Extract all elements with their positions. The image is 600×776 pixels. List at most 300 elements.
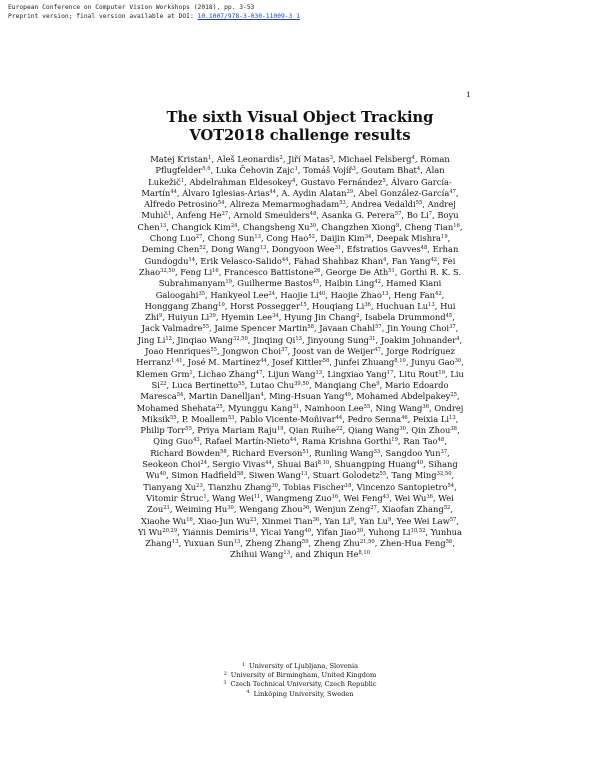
- author-name: Honggang Zhang$^{10}$: [144, 300, 225, 311]
- author-affiliation-mark: 8,10: [317, 460, 330, 467]
- author-name: Shuangping Huang$^{40}$: [334, 459, 423, 470]
- author-affiliation-mark: 51: [302, 448, 310, 455]
- author-affiliation-mark: 37: [281, 347, 288, 354]
- affiliation-text: University of Birmingham, United Kingdom: [230, 671, 377, 680]
- author-name: Arnold Smeulders$^{48}$: [233, 210, 317, 221]
- author-name: Hyemin Lee$^{34}$: [221, 312, 279, 323]
- author-name: Horst Possegger$^{15}$: [230, 300, 307, 311]
- author-affiliation-mark: 36: [302, 505, 310, 512]
- author-affiliation-mark: 1: [180, 177, 185, 184]
- author-name: Litu Rout$^{19}$: [398, 368, 446, 379]
- author-name: Martin Danelljan$^4$: [188, 391, 264, 402]
- author-name: Philip Torr$^{55}$: [140, 425, 192, 436]
- author-affiliation-mark: 16: [453, 222, 460, 229]
- author-name: Richard Bowden$^{58}$: [150, 447, 227, 458]
- author-affiliation-mark: 34: [272, 313, 279, 320]
- author-affiliation-mark: 58: [322, 358, 330, 365]
- author-affiliation-mark: 44: [281, 256, 289, 263]
- author-name: Cong Hao$^{52}$: [266, 233, 315, 244]
- author-name: Sangdoo Yun$^{37}$: [385, 447, 448, 458]
- author-name: Boyu Chen$^{13}$: [137, 210, 459, 232]
- author-name: Myunggu Kang$^{31}$: [227, 402, 300, 413]
- author-name: Jinqiao Wang$^{32,50}$: [177, 334, 248, 345]
- author-affiliation-mark: 1: [168, 211, 172, 218]
- author-affiliation-mark: 40: [159, 471, 167, 478]
- author-name: Efstratios Gavves$^{48}$: [346, 244, 428, 255]
- author-affiliation-mark: 44: [269, 188, 277, 195]
- author-name: Zhen-Hua Feng$^{58}$: [380, 538, 453, 549]
- author-affiliation-mark: 31: [368, 335, 376, 342]
- author-name: Yifan Jiao$^{30}$: [316, 526, 364, 537]
- author-affiliation-mark: 1: [189, 369, 193, 376]
- author-affiliation-mark: 1,41: [171, 358, 183, 365]
- author-name: Ming-Hsuan Yang$^{49}$: [269, 391, 351, 402]
- author-affiliation-mark: 46: [401, 414, 408, 421]
- author-affiliation-mark: 30: [271, 482, 278, 489]
- author-affiliation-mark: 58: [445, 539, 453, 546]
- author-name: Cheng Tian$^{16}$: [404, 221, 460, 232]
- author-affiliation-mark: 10,52: [410, 527, 426, 534]
- author-name: Ondrej Miksik$^{55}$: [141, 402, 464, 424]
- author-affiliation-mark: 22: [336, 426, 343, 433]
- author-name: Wang Wei$^{11}$: [212, 492, 261, 503]
- author-affiliation-mark: 23: [196, 482, 203, 489]
- affiliation-list: [0, 662, 600, 699]
- author-affiliation-mark: 24: [230, 222, 238, 229]
- author-name: Jongwon Choi$^{37}$: [222, 346, 288, 357]
- author-affiliation-mark: 31: [334, 245, 342, 252]
- author-name: Joao Henriques$^{55}$: [145, 346, 217, 357]
- author-name: Andrea Vedaldi$^{55}$: [351, 199, 423, 210]
- author-name: Jing Li$^{12}$: [137, 334, 172, 345]
- author-name: Haojie Zhao$^{13}$: [330, 289, 389, 300]
- author-affiliation-mark: 55: [379, 471, 387, 478]
- author-name: A. Aydin Alatan$^{29}$: [281, 187, 354, 198]
- author-affiliation-mark: 9: [395, 222, 400, 229]
- author-affiliation-mark: 32,50: [436, 471, 452, 478]
- author-name: Francesco Battistone$^{26}$: [224, 266, 321, 277]
- author-name: Wangmeng Zuo$^{16}$: [265, 492, 339, 503]
- author-affiliation-mark: 21: [163, 505, 170, 512]
- author-affiliation-mark: 15: [300, 301, 307, 308]
- author-affiliation-mark: 55: [210, 347, 217, 354]
- author-name: Aleš Leonardis$^2$: [216, 154, 283, 164]
- title-line-1: The sixth Visual Object Tracking: [166, 109, 434, 126]
- author-name: Hamed Kiani Galoogahi$^{35}$: [155, 278, 442, 300]
- author-name: Anfeng He$^{27}$: [176, 210, 229, 221]
- author-affiliation-mark: 4: [411, 155, 415, 161]
- author-list: Matej Kristan$^1$, Aleš Leonardis$^2$, Jiří Matas$^3$, Michael Felsberg$^4$, Roman Pflugfelder$^{5,6}$, Luka Čehovin Zajc$^1$, Tomáš Vojíř$^3$, Goutam Bhat$^4$, Alan Lukežič$^1$, Abdelrahman Eldesokey$^4$, Gustavo Fernández$^5$, Álvaro García-Martín$^{44}$, Álvaro Iglesias-Arias$^{44}$, A. Aydin Alatan$^{29}$, Abel González-García$^{47}$, Alfredo Petrosino$^{54}$, Alireza Memarmoghadam$^{53}$, Andrea Vedaldi$^{55}$, Andrej Muhič$^1$, Anfeng He$^{27}$, Arnold Smeulders$^{48}$, Asanka G. Perera$^{57}$, Bo Li$^7$, Boyu Chen$^{13}$, Changick Kim$^{24}$, Changsheng Xu$^{30}$, Changzhen Xiong$^9$, Cheng Tian$^{16}$, Chong Luo$^{27}$, Chong Sun$^{13}$, Cong Hao$^{52}$, Daijin Kim$^{34}$, Deepak Mishra$^{19}$, Deming Chen$^{52}$, Dong Wang$^{13}$, Dongyoon Wee$^{31}$, Efstratios Gavves$^{48}$, Erhan Gundogdu$^{14}$, Erik Velasco-Salido$^{44}$, Fahad Shahbaz Khan$^4$, Fan Yang$^{42}$, Fei Zhao$^{32,50}$, Feng Li$^{16}$, Francesco Battistone$^{26}$, George De Ath$^{51}$, Gorthi R. K. S. Subrahmanyam$^{19}$, Guilherme Bastos$^{45}$, Haibin Ling$^{42}$, Hamed Kiani Galoogahi$^{35}$, Hankyeol Lee$^{24}$, Haojie Li$^{40}$, Haojie Zhao$^{13}$, Heng Fan$^{42}$, Honggang Zhang$^{10}$, Horst Possegger$^{15}$, Houqiang Li$^{36}$, Huchuan Lu$^{13}$, Hui Zhi$^9$, Huiyun Li$^{39}$, Hyemin Lee$^{34}$, Hyung Jin Chang$^2$, Isabela Drummond$^{45}$, Jack Valmadre$^{55}$, Jaime Spencer Martin$^{58}$, Javaan Chahl$^{57}$, Jin Young Choi$^{37}$, Jing Li$^{12}$, Jinqiao Wang$^{32,50}$, Jinqing Qi$^{13}$, Jinyoung Sung$^{31}$, Joakim Johnander$^4$, Joao Henriques$^{55}$, Jongwon Choi$^{37}$, Joost van de Weijer$^{47}$, Jorge Rodríguez Herranz$^{1,41}$, José M. Martínez$^{44}$, Josef Kittler$^{58}$, Junfei Zhuang$^{8,10}$, Junyu Gao$^{30}$, Klemen Grm$^1$, Lichao Zhang$^{47}$, Lijun Wang$^{13}$, Lingxiao Yang$^{17}$, Litu Rout$^{19}$, Liu Si$^{22}$, Luca Bertinetto$^{55}$, Lutao Chu$^{39,50}$, Manqiang Che$^9$, Mario Edoardo Maresca$^{54}$, Martin Danelljan$^4$, Ming-Hsuan Yang$^{49}$, Mohamed Abdelpakey$^{25}$, Mohamed Shehata$^{25}$, Myunggu Kang$^{31}$, Namhoon Lee$^{55}$, Ning Wang$^{36}$, Ondrej Miksik$^{55}$, P. Moallem$^{53}$, Pablo Vicente-Moñivar$^{44}$, Pedro Senna$^{46}$, Peixia Li$^{13}$, Philip Torr$^{55}$, Priya Mariam Raju$^{19}$, Qian Ruihe$^{22}$, Qiang Wang$^{30}$, Qin Zhou$^{38}$, Qing Guo$^{43}$, Rafael Martín-Nieto$^{44}$, Rama Krishna Gorthi$^{19}$, Ran Tao$^{48}$, Richard Bowden$^{58}$, Richard Everson$^{51}$, Runling Wang$^{33}$, Sangdoo Yun$^{37}$, Seokeon Choi$^{24}$, Sergio Vivas$^{44}$, Shuai Bai$^{8,10}$, Shuangping Huang$^{40}$, Sihang Wu$^{40}$, Simon Hadfield$^{58}$, Siwen Wang$^{13}$, Stuart Golodetz$^{55}$, Tang Ming$^{32,50}$, Tianyang Xu$^{23}$, Tianzhu Zhang$^{30}$, Tobias Fischer$^{18}$, Vincenzo Santopietro$^{54}$, Vitomir Štruc$^1$, Wang Wei$^{11}$, Wangmeng Zuo$^{16}$, Wei Feng$^{43}$, Wei Wu$^{36}$, Wei Zou$^{21}$, Weiming Hu$^{30}$, Wengang Zhou$^{36}$, Wenjun Zeng$^{27}$, Xiaofan Zhang$^{52}$, Xiaohe Wu$^{16}$, Xiao-Jun Wu$^{23}$, Xinmei Tian$^{36}$, Yan Li$^9$, Yan Lu$^9$, Yee Wei Law$^{57}$, Yi Wu$^{20,29}$, Yiannis Demiris$^{18}$, Yicai Yang$^{40}$, Yifan Jiao$^{30}$, Yuhong Li$^{10,52}$, Yunhua Zhang$^{13}$, Yuxuan Sun$^{13}$, Zheng Zhang$^{59}$, Zheng Zhu$^{21,50}$, Zhen-Hua Feng$^{58}$, Zhihui Wang$^{13}$, and Zhiqun He$^{8,10}$: [136, 154, 464, 560]
- author-name: Abdelrahman Eldesokey$^4$: [189, 176, 296, 187]
- author-affiliation-mark: 51: [388, 267, 395, 274]
- author-name: Haibin Ling$^{42}$: [324, 278, 381, 289]
- author-affiliation-mark: 13: [159, 222, 167, 229]
- author-affiliation-mark: 52: [443, 505, 451, 512]
- author-affiliation-mark: 27: [221, 211, 229, 218]
- author-name: Andrej Muhič$^1$: [141, 199, 456, 221]
- author-name: Jack Valmadre$^{55}$: [141, 323, 210, 334]
- doi-link[interactable]: 10.1007/978-3-030-11009-3_1: [197, 12, 300, 20]
- author-affiliation-mark: 2: [279, 155, 283, 161]
- author-affiliation-mark: 44: [260, 358, 267, 365]
- author-affiliation-mark: 53: [339, 200, 346, 207]
- author-affiliation-mark: 53: [227, 414, 235, 421]
- affiliation-entry: [0, 680, 600, 689]
- author-name: Junfei Zhuang$^{8,10}$: [334, 357, 406, 368]
- author-affiliation-mark: 39,50: [294, 380, 309, 387]
- author-name: Hyung Jin Chang$^2$: [284, 312, 360, 323]
- author-name: Fei Zhao$^{32,50}$: [138, 255, 456, 277]
- author-affiliation-mark: 13: [315, 369, 323, 376]
- author-affiliation-mark: 43: [193, 437, 200, 444]
- author-name: Erhan Gundogdu$^{14}$: [144, 244, 459, 266]
- author-affiliation-mark: 13: [295, 335, 302, 342]
- affiliation-number: 1: [241, 662, 246, 668]
- author-affiliation-mark: 31: [292, 403, 300, 410]
- author-name: Chong Luo$^{27}$: [149, 233, 203, 244]
- author-name: Yicai Yang$^{40}$: [260, 526, 312, 537]
- author-affiliation-mark: 38: [450, 426, 457, 433]
- author-affiliation-mark: 22: [159, 380, 167, 387]
- author-name: Joakim Johnander$^4$: [380, 334, 460, 345]
- author-name: Xiaohe Wu$^{16}$: [141, 515, 193, 526]
- author-name: Zhiqun He$^{8,10}$: [313, 549, 371, 560]
- author-affiliation-mark: 20,29: [162, 527, 178, 534]
- author-affiliation-mark: 16: [212, 267, 219, 274]
- author-affiliation-mark: 32,50: [232, 335, 248, 342]
- author-name: Gorthi R. K. S. Subrahmanyam$^{19}$: [158, 266, 462, 289]
- author-name: Manqiang Che$^9$: [314, 379, 380, 390]
- author-affiliation-mark: 40: [304, 527, 312, 534]
- affiliation-number: 3: [223, 680, 227, 686]
- author-name: Wenjun Zeng$^{27}$: [314, 504, 377, 515]
- author-affiliation-mark: 19: [276, 426, 284, 433]
- author-affiliation-mark: 30: [454, 358, 462, 365]
- author-name: Jiří Matas$^3$: [288, 154, 333, 164]
- author-name: Yiannis Demiris$^{18}$: [182, 526, 256, 537]
- author-affiliation-mark: 10: [218, 301, 225, 308]
- author-name: Zheng Zhu$^{21,50}$: [313, 538, 375, 549]
- author-name: Changsheng Xu$^{30}$: [242, 221, 317, 232]
- author-affiliation-mark: 54: [176, 392, 184, 399]
- author-name: Yuxuan Sun$^{13}$: [183, 538, 241, 549]
- author-name: Huchuan Lu$^{13}$: [376, 300, 435, 311]
- author-affiliation-mark: 4: [416, 166, 421, 173]
- author-affiliation-mark: 43: [382, 493, 390, 500]
- author-name: Changick Kim$^{24}$: [171, 221, 238, 232]
- author-affiliation-mark: 58: [307, 324, 314, 331]
- author-affiliation-mark: 54: [217, 200, 225, 207]
- author-name: Shuai Bai$^{8,10}$: [277, 459, 330, 470]
- author-name: Yan Li$^9$: [324, 515, 354, 526]
- author-affiliation-mark: 36: [422, 403, 430, 410]
- author-affiliation-mark: 54: [447, 482, 455, 489]
- author-name: Lingxiao Yang$^{17}$: [327, 368, 394, 379]
- preprint-header: [8, 4, 300, 21]
- author-name: Rama Krishna Gorthi$^{19}$: [301, 436, 398, 447]
- author-affiliation-mark: 16: [331, 493, 339, 500]
- author-name: Tianzhu Zhang$^{30}$: [208, 481, 278, 492]
- author-affiliation-mark: 18: [344, 482, 352, 489]
- author-name: Wei Zou$^{21}$: [147, 492, 454, 515]
- author-affiliation-mark: 13: [449, 414, 456, 421]
- author-name: Tianyang Xu$^{23}$: [143, 481, 203, 492]
- author-name: Luca Bertinetto$^{55}$: [171, 379, 245, 390]
- author-name: Ning Wang$^{36}$: [375, 402, 430, 413]
- title-line-2: VOT2018 challenge results: [189, 127, 411, 144]
- author-name: Xiaofan Zhang$^{52}$: [382, 504, 451, 515]
- author-name: Chong Sun$^{13}$: [207, 233, 261, 244]
- author-name: Dong Wang$^{13}$: [211, 244, 267, 255]
- author-affiliation-mark: 52: [308, 234, 315, 241]
- author-affiliation-mark: 13: [428, 301, 435, 308]
- author-name: Peixia Li$^{13}$: [413, 413, 456, 424]
- author-affiliation-mark: 47: [255, 369, 263, 376]
- author-name: Yuhong Li$^{10,52}$: [368, 526, 426, 537]
- author-name: Jorge Rodríguez Herranz$^{1,41}$: [136, 346, 455, 368]
- author-affiliation-mark: 55: [169, 414, 177, 421]
- author-affiliation-mark: 42: [430, 256, 438, 263]
- author-affiliation-mark: 40: [318, 290, 326, 297]
- author-name: Zhihui Wang$^{13}$: [229, 549, 291, 560]
- author-affiliation-mark: 13: [172, 539, 179, 546]
- author-affiliation-mark: 59: [301, 539, 309, 546]
- author-name: Qing Guo$^{43}$: [153, 436, 200, 447]
- author-affiliation-mark: 17: [386, 369, 394, 376]
- author-affiliation-mark: 37: [449, 324, 456, 331]
- author-affiliation-mark: 11: [253, 493, 261, 500]
- author-affiliation-mark: 1: [294, 166, 298, 173]
- author-affiliation-mark: 23: [249, 516, 257, 523]
- author-affiliation-mark: 42: [435, 290, 442, 297]
- author-affiliation-mark: 16: [186, 516, 193, 523]
- author-name: Hui Zhi$^9$: [145, 300, 456, 323]
- author-name: Abel González-García$^{47}$: [358, 187, 456, 198]
- author-affiliation-mark: 26: [313, 267, 321, 274]
- author-affiliation-mark: 47: [449, 188, 456, 195]
- author-name: Javaan Chahl$^{57}$: [319, 323, 382, 334]
- author-name: Yan Lu$^9$: [359, 515, 392, 526]
- author-affiliation-mark: 58: [236, 471, 244, 478]
- author-affiliation-mark: 39: [209, 313, 216, 320]
- author-affiliation-mark: 27: [195, 234, 203, 241]
- author-name: Ran Tao$^{48}$: [403, 436, 445, 447]
- affiliation-number: 4: [246, 690, 250, 696]
- author-name: Liu Si$^{22}$: [151, 368, 464, 390]
- author-name: Qin Zhou$^{38}$: [411, 425, 457, 436]
- author-affiliation-mark: 19: [438, 369, 446, 376]
- author-name: Jin Young Choi$^{37}$: [387, 323, 456, 334]
- author-affiliation-mark: 4: [383, 256, 387, 263]
- author-affiliation-mark: 7: [428, 211, 433, 218]
- author-affiliation-mark: 48: [309, 211, 317, 218]
- author-name: Lijun Wang$^{13}$: [267, 368, 323, 379]
- author-name: Matej Kristan$^1$: [150, 154, 212, 164]
- author-name: Jinqing Qi$^{13}$: [253, 334, 302, 345]
- author-affiliation-mark: 3: [329, 155, 333, 161]
- author-affiliation-mark: 4: [292, 177, 296, 184]
- author-name: Huiyun Li$^{39}$: [167, 312, 216, 323]
- author-affiliation-mark: 55: [202, 324, 210, 331]
- author-affiliation-mark: 19: [391, 437, 398, 444]
- author-affiliation-mark: 45: [445, 313, 453, 320]
- author-name: Gustavo Fernández$^5$: [300, 176, 386, 187]
- author-name: Alfredo Petrosino$^{54}$: [144, 199, 225, 210]
- author-affiliation-mark: 5,6: [202, 166, 211, 173]
- author-name: Asanka G. Perera$^{57}$: [321, 210, 402, 221]
- author-name: Luka Čehovin Zajc$^1$: [215, 165, 298, 176]
- doi-line-prefix: Preprint version; final version available at DOI:: [8, 12, 198, 20]
- author-name: Yi Wu$^{20,29}$: [137, 526, 178, 537]
- author-affiliation-mark: 42: [374, 279, 381, 286]
- author-affiliation-mark: 33: [373, 448, 381, 455]
- author-name: Klemen Grm$^1$: [136, 368, 193, 379]
- author-name: Wei Wu$^{36}$: [394, 492, 433, 503]
- author-name: Xinmei Tian$^{36}$: [261, 515, 320, 526]
- author-affiliation-mark: 52: [199, 245, 206, 252]
- author-affiliation-mark: 9: [350, 516, 354, 523]
- author-name: Goutam Bhat$^4$: [361, 165, 421, 176]
- author-affiliation-mark: 19: [441, 234, 448, 241]
- author-name: Seokeon Choi$^{24}$: [142, 459, 207, 470]
- author-affiliation-mark: 44: [170, 188, 177, 195]
- author-name: Runling Wang$^{33}$: [314, 447, 381, 458]
- author-affiliation-mark: 4: [456, 335, 460, 342]
- author-name: Wei Feng$^{43}$: [343, 492, 390, 503]
- author-name: Rafael Martín-Nieto$^{44}$: [204, 436, 297, 447]
- author-affiliation-mark: 8,10: [394, 358, 406, 365]
- author-affiliation-mark: 9: [158, 313, 163, 320]
- author-name: Vitomir Štruc$^1$: [146, 492, 207, 503]
- author-name: Lutao Chu$^{39,50}$: [250, 379, 309, 390]
- author-name: Isabela Drummond$^{45}$: [364, 312, 453, 323]
- author-name: P. Moallem$^{53}$: [181, 413, 235, 424]
- author-affiliation-mark: 19: [225, 279, 232, 286]
- author-affiliation-mark: 13: [381, 290, 389, 297]
- author-affiliation-mark: 24: [200, 460, 207, 467]
- author-name: Mohamed Shehata$^{25}$: [136, 402, 223, 413]
- author-name: Feng Li$^{16}$: [180, 266, 219, 277]
- author-affiliation-mark: 13: [300, 471, 308, 478]
- author-affiliation-mark: 25: [450, 392, 457, 399]
- author-name: Dongyoon Wee$^{31}$: [271, 244, 342, 255]
- author-affiliation-mark: 8,10: [358, 550, 371, 557]
- author-affiliation-mark: 2: [356, 313, 360, 320]
- author-name: Fahad Shahbaz Khan$^4$: [293, 255, 387, 266]
- author-affiliation-mark: 18: [248, 527, 256, 534]
- author-name: Michael Felsberg$^4$: [338, 154, 415, 164]
- author-name: Qiang Wang$^{30}$: [347, 425, 406, 436]
- author-name: Mohamed Abdelpakey$^{25}$: [356, 391, 457, 402]
- affiliation-number: 2: [223, 671, 227, 677]
- author-affiliation-mark: 21,50: [359, 539, 375, 546]
- author-affiliation-mark: 57: [449, 516, 457, 523]
- author-name: Namhoon Lee$^{55}$: [304, 402, 371, 413]
- author-name: Tomáš Vojíř$^3$: [303, 165, 356, 176]
- author-name: Changzhen Xiong$^9$: [321, 221, 400, 232]
- author-name: Weiming Hu$^{30}$: [175, 504, 234, 515]
- author-affiliation-mark: 25: [216, 403, 223, 410]
- author-name: Jinyoung Sung$^{31}$: [307, 334, 376, 345]
- affiliation-text: University of Ljubljana, Slovenia: [249, 662, 359, 670]
- author-affiliation-mark: 24: [268, 290, 276, 297]
- author-name: Hankyeol Lee$^{24}$: [210, 289, 276, 300]
- author-affiliation-mark: 37: [440, 448, 448, 455]
- author-name: Sihang Wu$^{40}$: [145, 459, 458, 481]
- paper-title: [0, 109, 600, 145]
- author-affiliation-mark: 48: [437, 437, 445, 444]
- author-affiliation-mark: 34: [364, 234, 372, 241]
- author-affiliation-mark: 13: [254, 234, 261, 241]
- author-affiliation-mark: 4: [260, 392, 264, 399]
- author-affiliation-mark: 5: [382, 177, 386, 184]
- author-name: Álvaro Iglesias-Arias$^{44}$: [182, 187, 277, 198]
- author-affiliation-mark: 29: [346, 188, 354, 195]
- author-name: Yee Wei Law$^{57}$: [396, 515, 457, 526]
- venue-line: European Conference on Computer Vision Workshops (2018), pp. 3-53: [8, 4, 255, 11]
- author-affiliation-mark: 58: [220, 448, 227, 455]
- author-affiliation-mark: 49: [344, 392, 351, 399]
- author-affiliation-mark: 30: [309, 222, 317, 229]
- author-name: Bo Li$^7$: [406, 210, 433, 221]
- author-name: Roman Pflugfelder$^{5,6}$: [155, 154, 450, 176]
- author-name: Qian Ruihe$^{22}$: [288, 425, 343, 436]
- author-name: Zheng Zhang$^{59}$: [245, 538, 309, 549]
- author-affiliation-mark: 3: [352, 166, 356, 173]
- author-name: Guilherme Bastos$^{45}$: [237, 278, 320, 289]
- author-name: Tang Ming$^{32,50}$: [391, 470, 452, 481]
- author-name: Wengang Zhou$^{36}$: [239, 504, 310, 515]
- author-name: Haojie Li$^{40}$: [280, 289, 326, 300]
- author-affiliation-mark: 55: [185, 426, 192, 433]
- author-affiliation-mark: 32,50: [160, 267, 175, 274]
- author-affiliation-mark: 47: [374, 347, 381, 354]
- author-name: Yunhua Zhang$^{13}$: [145, 526, 463, 549]
- author-name: José M. Martínez$^{44}$: [187, 357, 267, 368]
- author-affiliation-mark: 36: [364, 301, 371, 308]
- author-name: Richard Everson$^{51}$: [232, 447, 310, 458]
- author-name: Pablo Vicente-Moñivar$^{44}$: [239, 413, 343, 424]
- doi-line: [8, 13, 300, 22]
- author-name: George De Ath$^{51}$: [325, 266, 395, 277]
- author-name: Lichao Zhang$^{47}$: [197, 368, 263, 379]
- author-name: Priya Mariam Raju$^{19}$: [197, 425, 284, 436]
- author-name: Siwen Wang$^{13}$: [248, 470, 308, 481]
- author-name: Alan Lukežič$^1$: [148, 165, 445, 187]
- author-affiliation-mark: 44: [289, 437, 297, 444]
- author-name: Xiao-Jun Wu$^{23}$: [198, 515, 257, 526]
- author-affiliation-mark: 55: [415, 200, 423, 207]
- author-affiliation-mark: 57: [375, 324, 382, 331]
- author-name: Pedro Senna$^{46}$: [347, 413, 408, 424]
- affiliation-entry: [0, 690, 600, 699]
- author-affiliation-mark: 36: [312, 516, 320, 523]
- author-name: Sergio Vivas$^{44}$: [212, 459, 272, 470]
- author-affiliation-mark: 48: [420, 245, 428, 252]
- page-number: 1: [466, 90, 471, 99]
- author-affiliation-mark: 13: [233, 539, 241, 546]
- author-name: Josef Kittler$^{58}$: [272, 357, 330, 368]
- author-name: Tobias Fischer$^{18}$: [283, 481, 352, 492]
- author-affiliation-mark: 12: [165, 335, 172, 342]
- author-name: Vincenzo Santopietro$^{54}$: [356, 481, 455, 492]
- author-affiliation-mark: 30: [356, 527, 364, 534]
- author-name: Alireza Memarmoghadam$^{53}$: [229, 199, 346, 210]
- author-name: Fan Yang$^{42}$: [391, 255, 438, 266]
- author-affiliation-mark: 9: [387, 516, 392, 523]
- author-affiliation-mark: 1: [208, 155, 212, 161]
- author-name: Mario Edoardo Maresca$^{54}$: [140, 379, 449, 402]
